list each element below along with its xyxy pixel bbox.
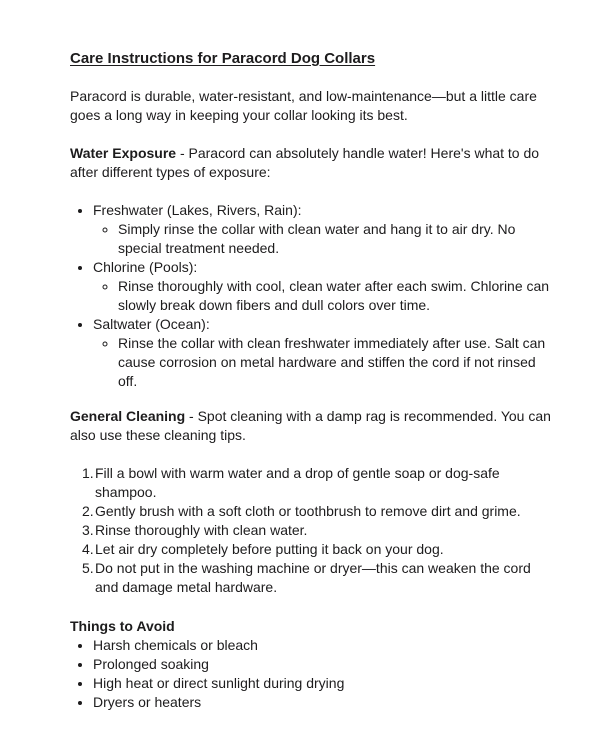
- list-item-label: Saltwater (Ocean):: [93, 316, 210, 332]
- general-cleaning-heading: General Cleaning: [70, 408, 186, 424]
- cleaning-steps-list: [70, 464, 554, 597]
- water-exposure-heading: Water Exposure: [70, 145, 177, 161]
- sub-list-item: ◦ Rinse thoroughly with cool, clean water after each swim. Chlorine can slowly break down fibers and dull colors over time.: [118, 277, 554, 315]
- list-item-saltwater: [93, 315, 554, 391]
- water-exposure-list: [70, 201, 554, 391]
- list-item-label: Freshwater (Lakes, Rivers, Rain):: [93, 202, 302, 218]
- things-to-avoid-list: [70, 636, 554, 712]
- cleaning-step: Rinse thoroughly with clean water.: [95, 522, 308, 538]
- cleaning-step: Gently brush with a soft cloth or toothbrush to remove dirt and grime.: [95, 503, 521, 519]
- sub-list-item: ◦ Simply rinse the collar with clean water and hang it to air dry. No special treatment needed.: [118, 220, 554, 258]
- cleaning-step: Let air dry completely before putting it back on your dog.: [95, 541, 444, 557]
- general-cleaning-text: - Spot cleaning with a damp rag is recommended. You can also use these cleaning tips.: [70, 408, 551, 443]
- avoid-item: • Dryers or heaters: [93, 693, 554, 712]
- sub-list: [93, 220, 554, 258]
- intro-paragraph: Paracord is durable, water-resistant, and low-maintenance—but a little care goes a long way in keeping your collar looking its best.: [70, 88, 537, 123]
- sub-list-item: ◦ Rinse the collar with clean freshwater immediately after use. Salt can cause corrosion on metal hardware and stiffen the cord if not rinsed off.: [118, 334, 554, 391]
- cleaning-step: Do not put in the washing machine or dryer—this can weaken the cord and damage metal hardware.: [95, 560, 531, 595]
- water-exposure-paragraph: [70, 144, 554, 182]
- general-cleaning-paragraph: [70, 407, 554, 445]
- page-title-text: Care Instructions for Paracord Dog Collars: [70, 50, 376, 67]
- things-to-avoid-heading: Things to Avoid: [70, 618, 175, 634]
- avoid-item: • High heat or direct sunlight during drying: [93, 674, 554, 693]
- sub-list: [93, 277, 554, 315]
- page-title: [70, 49, 554, 68]
- list-item-label: Chlorine (Pools):: [93, 259, 198, 275]
- cleaning-step: Fill a bowl with warm water and a drop of gentle soap or dog-safe shampoo.: [95, 465, 500, 500]
- avoid-item: • Prolonged soaking: [93, 655, 554, 674]
- list-item-chlorine: [93, 258, 554, 315]
- list-item-freshwater: [93, 201, 554, 258]
- avoid-item: • Harsh chemicals or bleach: [93, 636, 554, 655]
- sub-list: [93, 334, 554, 391]
- water-exposure-text: - Paracord can absolutely handle water! Here's what to do after different types of exposure:: [70, 145, 540, 180]
